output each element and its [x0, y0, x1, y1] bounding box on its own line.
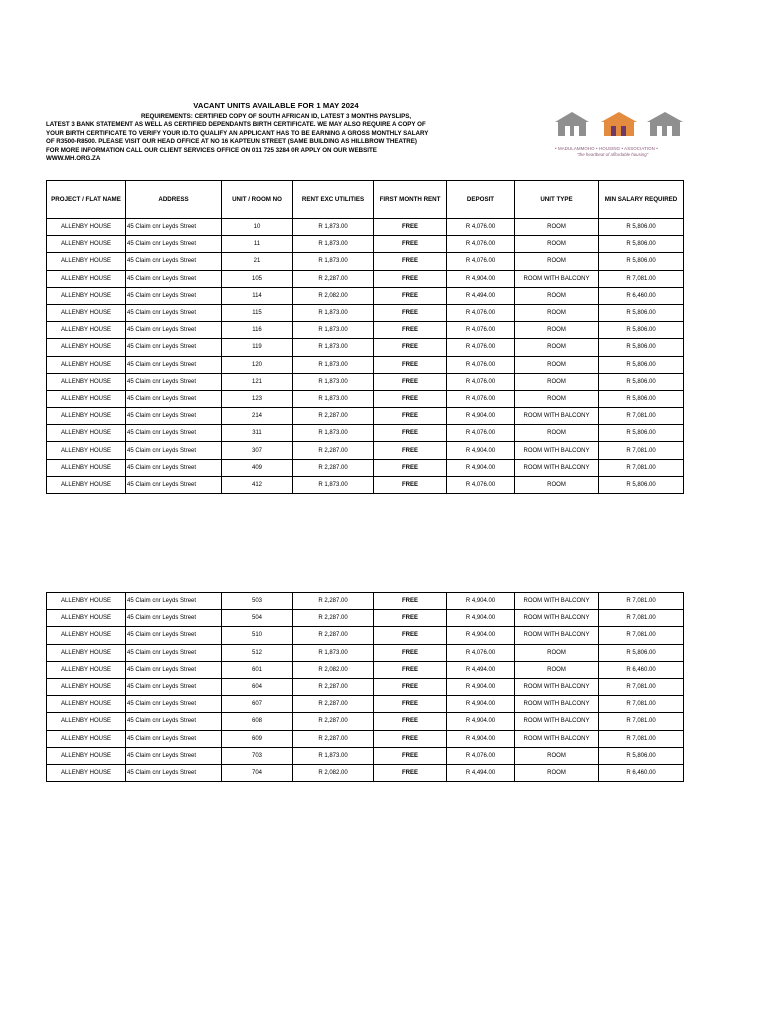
rent-cell: R 1,873.00 [293, 304, 374, 321]
project-cell: ALLENBY HOUSE [47, 339, 126, 356]
address-cell: 45 Claim cnr Leyds Street [126, 476, 222, 493]
unit-no-cell: 604 [222, 678, 293, 695]
table-row [47, 764, 684, 781]
min-salary-cell: R 7,081.00 [599, 627, 684, 644]
table-body [47, 219, 684, 494]
unit-no-cell: 11 [222, 236, 293, 253]
project-cell: ALLENBY HOUSE [47, 236, 126, 253]
first-month-cell: FREE [374, 678, 447, 695]
unit-type-cell: ROOM [515, 356, 599, 373]
project-cell: ALLENBY HOUSE [47, 678, 126, 695]
unit-type-cell: ROOM [515, 476, 599, 493]
project-cell: ALLENBY HOUSE [47, 764, 126, 781]
rent-cell: R 1,873.00 [293, 339, 374, 356]
table-row [47, 713, 684, 730]
unit-type-cell: ROOM [515, 339, 599, 356]
unit-no-cell: 409 [222, 459, 293, 476]
address-cell: 45 Claim cnr Leyds Street [126, 593, 222, 610]
address-cell: 45 Claim cnr Leyds Street [126, 627, 222, 644]
rent-cell: R 2,287.00 [293, 730, 374, 747]
first-month-cell: FREE [374, 696, 447, 713]
unit-no-cell: 214 [222, 408, 293, 425]
deposit-cell: R 4,904.00 [447, 459, 515, 476]
requirements-line: YOUR BIRTH CERTIFICATE TO VERIFY YOUR ID.TO QUALIFY AN APPLICANT HAS TO BE EARNING A GROSS MONTHLY SALARY [46, 129, 429, 137]
deposit-cell: R 4,076.00 [447, 476, 515, 493]
address-cell: 45 Claim cnr Leyds Street [126, 713, 222, 730]
unit-type-cell: ROOM WITH BALCONY [515, 408, 599, 425]
requirements-line: LATEST 3 BANK STATEMENT AS WELL AS CERTIFIED DEPENDANTS BIRTH CERTIFICATE. WE MAY ALSO REQUIRE A COPY OF [46, 121, 426, 129]
deposit-cell: R 4,076.00 [447, 373, 515, 390]
first-month-cell: FREE [374, 476, 447, 493]
unit-no-cell: 703 [222, 747, 293, 764]
project-cell: ALLENBY HOUSE [47, 730, 126, 747]
deposit-cell: R 4,076.00 [447, 339, 515, 356]
min-salary-cell: R 5,806.00 [599, 747, 684, 764]
first-month-cell: FREE [374, 459, 447, 476]
unit-no-cell: 704 [222, 764, 293, 781]
unit-type-cell: ROOM [515, 390, 599, 407]
project-cell: ALLENBY HOUSE [47, 373, 126, 390]
unit-no-cell: 21 [222, 253, 293, 270]
project-cell: ALLENBY HOUSE [47, 476, 126, 493]
project-cell: ALLENBY HOUSE [47, 713, 126, 730]
first-month-cell: FREE [374, 270, 447, 287]
table-row [47, 610, 684, 627]
rent-cell: R 2,287.00 [293, 627, 374, 644]
first-month-cell: FREE [374, 425, 447, 442]
address-cell: 45 Claim cnr Leyds Street [126, 747, 222, 764]
rent-cell: R 1,873.00 [293, 747, 374, 764]
column-header: UNIT / ROOM NO [222, 181, 293, 219]
unit-type-cell: ROOM [515, 747, 599, 764]
rent-cell: R 1,873.00 [293, 322, 374, 339]
vacant-units-table-continued [46, 592, 684, 782]
website-line: WWW.MH.ORG.ZA [46, 155, 101, 163]
rent-cell: R 2,287.00 [293, 270, 374, 287]
rent-cell: R 1,873.00 [293, 373, 374, 390]
unit-type-cell: ROOM [515, 253, 599, 270]
unit-no-cell: 601 [222, 661, 293, 678]
project-cell: ALLENBY HOUSE [47, 219, 126, 236]
min-salary-cell: R 5,806.00 [599, 476, 684, 493]
project-cell: ALLENBY HOUSE [47, 356, 126, 373]
address-cell: 45 Claim cnr Leyds Street [126, 442, 222, 459]
table-row [47, 459, 684, 476]
rent-cell: R 1,873.00 [293, 219, 374, 236]
table-row [47, 730, 684, 747]
project-cell: ALLENBY HOUSE [47, 661, 126, 678]
address-cell: 45 Claim cnr Leyds Street [126, 661, 222, 678]
min-salary-cell: R 5,806.00 [599, 390, 684, 407]
rent-cell: R 2,287.00 [293, 408, 374, 425]
table-row [47, 661, 684, 678]
logo-houses-icon [551, 110, 691, 146]
column-header: FIRST MONTH RENT [374, 181, 447, 219]
deposit-cell: R 4,076.00 [447, 304, 515, 321]
min-salary-cell: R 7,081.00 [599, 610, 684, 627]
rent-cell: R 2,287.00 [293, 696, 374, 713]
project-cell: ALLENBY HOUSE [47, 287, 126, 304]
table-row [47, 476, 684, 493]
address-cell: 45 Claim cnr Leyds Street [126, 236, 222, 253]
min-salary-cell: R 5,806.00 [599, 253, 684, 270]
unit-type-cell: ROOM WITH BALCONY [515, 730, 599, 747]
first-month-cell: FREE [374, 408, 447, 425]
unit-type-cell: ROOM [515, 236, 599, 253]
deposit-cell: R 4,904.00 [447, 270, 515, 287]
table-row [47, 287, 684, 304]
project-cell: ALLENBY HOUSE [47, 644, 126, 661]
document-title: VACANT UNITS AVAILABLE FOR 1 MAY 2024 [193, 101, 359, 110]
first-month-cell: FREE [374, 627, 447, 644]
column-header: RENT EXC UTILITIES [293, 181, 374, 219]
deposit-cell: R 4,904.00 [447, 696, 515, 713]
deposit-cell: R 4,076.00 [447, 390, 515, 407]
rent-cell: R 2,082.00 [293, 287, 374, 304]
project-cell: ALLENBY HOUSE [47, 253, 126, 270]
min-salary-cell: R 6,460.00 [599, 661, 684, 678]
deposit-cell: R 4,076.00 [447, 425, 515, 442]
first-month-cell: FREE [374, 644, 447, 661]
unit-no-cell: 121 [222, 373, 293, 390]
deposit-cell: R 4,494.00 [447, 764, 515, 781]
min-salary-cell: R 6,460.00 [599, 764, 684, 781]
project-cell: ALLENBY HOUSE [47, 610, 126, 627]
unit-no-cell: 504 [222, 610, 293, 627]
rent-cell: R 2,287.00 [293, 610, 374, 627]
table-row [47, 253, 684, 270]
min-salary-cell: R 5,806.00 [599, 356, 684, 373]
table-row [47, 339, 684, 356]
project-cell: ALLENBY HOUSE [47, 627, 126, 644]
unit-no-cell: 412 [222, 476, 293, 493]
deposit-cell: R 4,904.00 [447, 593, 515, 610]
deposit-cell: R 4,904.00 [447, 627, 515, 644]
address-cell: 45 Claim cnr Leyds Street [126, 696, 222, 713]
column-header: PROJECT / FLAT NAME [47, 181, 126, 219]
unit-no-cell: 10 [222, 219, 293, 236]
deposit-cell: R 4,904.00 [447, 730, 515, 747]
min-salary-cell: R 7,081.00 [599, 459, 684, 476]
first-month-cell: FREE [374, 322, 447, 339]
address-cell: 45 Claim cnr Leyds Street [126, 610, 222, 627]
project-cell: ALLENBY HOUSE [47, 442, 126, 459]
address-cell: 45 Claim cnr Leyds Street [126, 408, 222, 425]
logo-slogan: "the heartbeat of affordable housing" [577, 152, 649, 157]
table-row [47, 322, 684, 339]
column-header: DEPOSIT [447, 181, 515, 219]
unit-type-cell: ROOM [515, 322, 599, 339]
min-salary-cell: R 7,081.00 [599, 730, 684, 747]
unit-no-cell: 512 [222, 644, 293, 661]
unit-no-cell: 307 [222, 442, 293, 459]
deposit-cell: R 4,494.00 [447, 661, 515, 678]
address-cell: 45 Claim cnr Leyds Street [126, 764, 222, 781]
address-cell: 45 Claim cnr Leyds Street [126, 339, 222, 356]
table-row [47, 644, 684, 661]
first-month-cell: FREE [374, 713, 447, 730]
unit-no-cell: 503 [222, 593, 293, 610]
unit-no-cell: 105 [222, 270, 293, 287]
min-salary-cell: R 5,806.00 [599, 339, 684, 356]
first-month-cell: FREE [374, 219, 447, 236]
column-header: MIN SALARY REQUIRED [599, 181, 684, 219]
column-header: ADDRESS [126, 181, 222, 219]
unit-no-cell: 608 [222, 713, 293, 730]
address-cell: 45 Claim cnr Leyds Street [126, 459, 222, 476]
table-row [47, 627, 684, 644]
unit-type-cell: ROOM [515, 219, 599, 236]
first-month-cell: FREE [374, 730, 447, 747]
project-cell: ALLENBY HOUSE [47, 304, 126, 321]
deposit-cell: R 4,904.00 [447, 713, 515, 730]
first-month-cell: FREE [374, 339, 447, 356]
address-cell: 45 Claim cnr Leyds Street [126, 678, 222, 695]
min-salary-cell: R 7,081.00 [599, 696, 684, 713]
deposit-cell: R 4,494.00 [447, 287, 515, 304]
table-row [47, 219, 684, 236]
rent-cell: R 1,873.00 [293, 425, 374, 442]
first-month-cell: FREE [374, 442, 447, 459]
min-salary-cell: R 7,081.00 [599, 678, 684, 695]
min-salary-cell: R 5,806.00 [599, 219, 684, 236]
address-cell: 45 Claim cnr Leyds Street [126, 322, 222, 339]
first-month-cell: FREE [374, 764, 447, 781]
deposit-cell: R 4,076.00 [447, 644, 515, 661]
unit-no-cell: 607 [222, 696, 293, 713]
min-salary-cell: R 5,806.00 [599, 304, 684, 321]
address-cell: 45 Claim cnr Leyds Street [126, 373, 222, 390]
first-month-cell: FREE [374, 610, 447, 627]
deposit-cell: R 4,904.00 [447, 678, 515, 695]
table-row [47, 373, 684, 390]
unit-type-cell: ROOM WITH BALCONY [515, 627, 599, 644]
table-row [47, 408, 684, 425]
deposit-cell: R 4,076.00 [447, 236, 515, 253]
unit-no-cell: 119 [222, 339, 293, 356]
unit-type-cell: ROOM WITH BALCONY [515, 696, 599, 713]
unit-type-cell: ROOM WITH BALCONY [515, 713, 599, 730]
unit-no-cell: 123 [222, 390, 293, 407]
unit-no-cell: 609 [222, 730, 293, 747]
project-cell: ALLENBY HOUSE [47, 593, 126, 610]
deposit-cell: R 4,076.00 [447, 356, 515, 373]
unit-type-cell: ROOM WITH BALCONY [515, 610, 599, 627]
address-cell: 45 Claim cnr Leyds Street [126, 390, 222, 407]
unit-type-cell: ROOM [515, 425, 599, 442]
unit-type-cell: ROOM [515, 764, 599, 781]
table-row [47, 696, 684, 713]
address-cell: 45 Claim cnr Leyds Street [126, 253, 222, 270]
table-row [47, 678, 684, 695]
deposit-cell: R 4,904.00 [447, 408, 515, 425]
min-salary-cell: R 5,806.00 [599, 236, 684, 253]
address-cell: 45 Claim cnr Leyds Street [126, 356, 222, 373]
rent-cell: R 1,873.00 [293, 476, 374, 493]
table-row [47, 270, 684, 287]
project-cell: ALLENBY HOUSE [47, 390, 126, 407]
unit-no-cell: 115 [222, 304, 293, 321]
project-cell: ALLENBY HOUSE [47, 408, 126, 425]
min-salary-cell: R 6,460.00 [599, 287, 684, 304]
rent-cell: R 2,287.00 [293, 459, 374, 476]
deposit-cell: R 4,076.00 [447, 219, 515, 236]
unit-type-cell: ROOM WITH BALCONY [515, 459, 599, 476]
first-month-cell: FREE [374, 236, 447, 253]
deposit-cell: R 4,076.00 [447, 322, 515, 339]
address-cell: 45 Claim cnr Leyds Street [126, 425, 222, 442]
table-row [47, 425, 684, 442]
project-cell: ALLENBY HOUSE [47, 322, 126, 339]
unit-type-cell: ROOM [515, 373, 599, 390]
vacant-units-table [46, 180, 684, 494]
first-month-cell: FREE [374, 593, 447, 610]
table-row [47, 304, 684, 321]
first-month-cell: FREE [374, 304, 447, 321]
address-cell: 45 Claim cnr Leyds Street [126, 644, 222, 661]
deposit-cell: R 4,076.00 [447, 253, 515, 270]
rent-cell: R 1,873.00 [293, 390, 374, 407]
deposit-cell: R 4,076.00 [447, 747, 515, 764]
table-row [47, 747, 684, 764]
table-header-row [47, 181, 684, 219]
requirements-line: FOR MORE INFORMATION CALL OUR CLIENT SERVICES OFFICE ON 011 725 3284 0R APPLY ON OUR WEBSITE [46, 146, 377, 154]
unit-type-cell: ROOM WITH BALCONY [515, 593, 599, 610]
address-cell: 45 Claim cnr Leyds Street [126, 287, 222, 304]
table-row [47, 236, 684, 253]
min-salary-cell: R 5,806.00 [599, 322, 684, 339]
requirements-line: OF R3500-R8500. PLEASE VISIT OUR HEAD OFFICE AT NO 16 KAPTEUN STREET (SAME BUILDING AS HILLBROW THEATRE) [46, 138, 417, 146]
table-row [47, 442, 684, 459]
project-cell: ALLENBY HOUSE [47, 459, 126, 476]
rent-cell: R 2,287.00 [293, 678, 374, 695]
unit-type-cell: ROOM WITH BALCONY [515, 678, 599, 695]
table-row [47, 356, 684, 373]
rent-cell: R 2,287.00 [293, 713, 374, 730]
unit-type-cell: ROOM [515, 661, 599, 678]
first-month-cell: FREE [374, 253, 447, 270]
project-cell: ALLENBY HOUSE [47, 696, 126, 713]
address-cell: 45 Claim cnr Leyds Street [126, 219, 222, 236]
rent-cell: R 1,873.00 [293, 236, 374, 253]
rent-cell: R 2,082.00 [293, 661, 374, 678]
document-header [46, 101, 506, 163]
unit-no-cell: 120 [222, 356, 293, 373]
first-month-cell: FREE [374, 287, 447, 304]
min-salary-cell: R 5,806.00 [599, 644, 684, 661]
address-cell: 45 Claim cnr Leyds Street [126, 270, 222, 287]
unit-no-cell: 510 [222, 627, 293, 644]
first-month-cell: FREE [374, 747, 447, 764]
requirements-line: REQUIREMENTS: CERTIFIED COPY OF SOUTH AFRICAN ID, LATEST 3 MONTHS PAYSLIPS, [140, 113, 412, 120]
unit-no-cell: 114 [222, 287, 293, 304]
unit-no-cell: 116 [222, 322, 293, 339]
column-header: UNIT TYPE [515, 181, 599, 219]
project-cell: ALLENBY HOUSE [47, 425, 126, 442]
address-cell: 45 Claim cnr Leyds Street [126, 730, 222, 747]
first-month-cell: FREE [374, 661, 447, 678]
table-body [47, 593, 684, 782]
min-salary-cell: R 7,081.00 [599, 442, 684, 459]
unit-type-cell: ROOM WITH BALCONY [515, 442, 599, 459]
rent-cell: R 2,082.00 [293, 764, 374, 781]
first-month-cell: FREE [374, 356, 447, 373]
min-salary-cell: R 5,806.00 [599, 425, 684, 442]
min-salary-cell: R 7,081.00 [599, 593, 684, 610]
deposit-cell: R 4,904.00 [447, 442, 515, 459]
first-month-cell: FREE [374, 373, 447, 390]
table-row [47, 593, 684, 610]
rent-cell: R 1,873.00 [293, 644, 374, 661]
project-cell: ALLENBY HOUSE [47, 270, 126, 287]
madulammoho-logo [551, 110, 691, 160]
unit-type-cell: ROOM WITH BALCONY [515, 270, 599, 287]
min-salary-cell: R 7,081.00 [599, 713, 684, 730]
table-row [47, 390, 684, 407]
min-salary-cell: R 5,806.00 [599, 373, 684, 390]
rent-cell: R 2,287.00 [293, 593, 374, 610]
first-month-cell: FREE [374, 390, 447, 407]
min-salary-cell: R 7,081.00 [599, 408, 684, 425]
requirements-text [46, 113, 506, 163]
rent-cell: R 2,287.00 [293, 442, 374, 459]
unit-type-cell: ROOM [515, 287, 599, 304]
unit-type-cell: ROOM [515, 644, 599, 661]
deposit-cell: R 4,904.00 [447, 610, 515, 627]
project-cell: ALLENBY HOUSE [47, 747, 126, 764]
rent-cell: R 1,873.00 [293, 253, 374, 270]
unit-type-cell: ROOM [515, 304, 599, 321]
rent-cell: R 1,873.00 [293, 356, 374, 373]
logo-tagline: • MADULAMMOHO • HOUSING • ASSOCIATION • [555, 146, 658, 151]
unit-no-cell: 311 [222, 425, 293, 442]
min-salary-cell: R 7,081.00 [599, 270, 684, 287]
address-cell: 45 Claim cnr Leyds Street [126, 304, 222, 321]
